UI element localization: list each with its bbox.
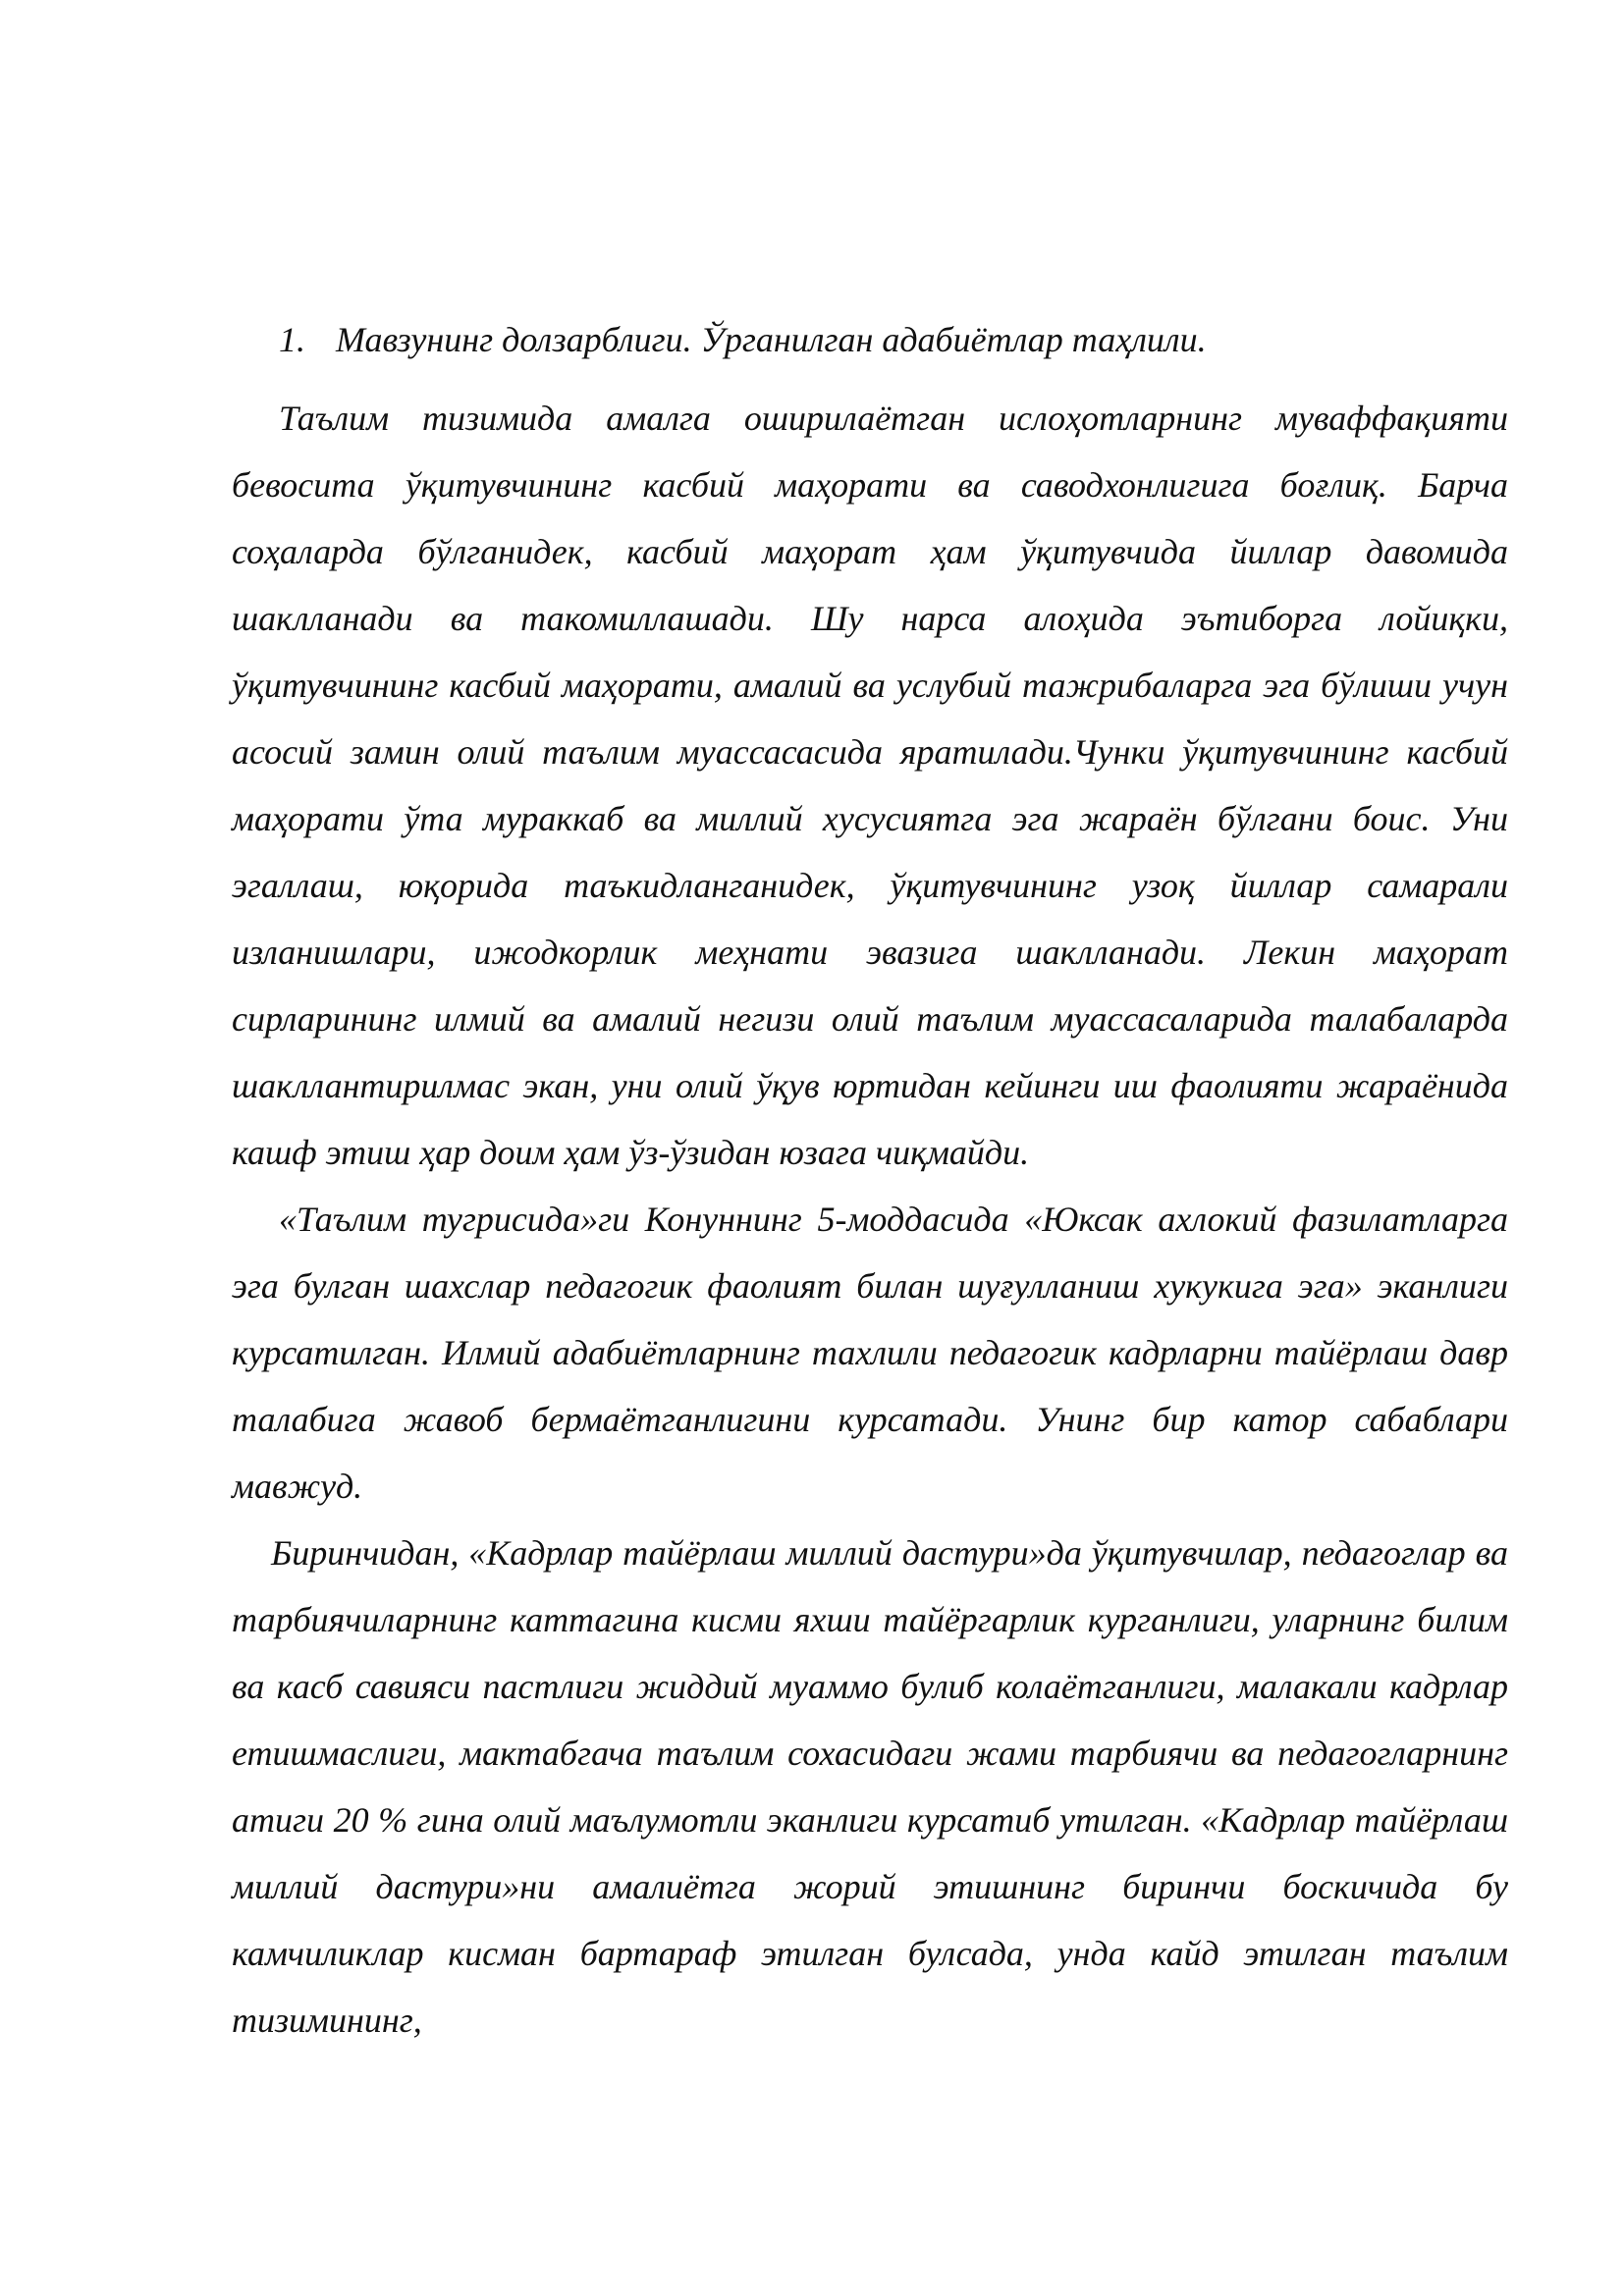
section-heading [232, 306, 1508, 373]
document-body [232, 306, 1508, 2054]
paragraph-1: Таълим тизимида амалга оширилаётган ислоҳотларнинг муваффақияти бевосита ўқитувчининг касбий маҳорати ва саводхонлигига боғлиқ. Барча соҳаларда бўлганидек, касбий маҳорат ҳам ўқитувчида йиллар давомида шаклланади ва такомиллашади. Шу нарса алоҳида эътиборга лойиқки, ўқитувчининг касбий маҳорати, амалий ва услубий тажрибаларга эга бўлиши учун асосий замин олий таълим муассасасида яратилади.Чунки ўқитувчининг касбий маҳорати ўта мураккаб ва миллий хусусиятга эга жараён бўлгани боис. Уни эгаллаш, юқорида таъкидланганидек, ўқитувчининг узоқ йиллар самарали изланишлари, ижодкорлик меҳнати эвазига шаклланади. Лекин маҳорат сирларининг илмий ва амалий негизи олий таълим муассасаларида талабаларда шакллантирилмас экан, уни олий ўқув юртидан кейинги иш фаолияти жараёнида кашф этиш ҳар доим ҳам ўз-ўзидан юзага чиқмайди. [232, 399, 1508, 1172]
section-title: Мавзунинг долзарблиги. Ўрганилган адабиётлар таҳлили. [336, 320, 1207, 359]
paragraph-2: «Таълим тугрисида»ги Конуннинг 5-моддасида «Юксак ахлокий фазилатларга эга булган шахслар педагогик фаолият билан шуғулланиш хукукига эга» эканлиги курсатилган. Илмий адабиётларнинг тахлили педагогик кадрларни тайёрлаш давр талабига жавоб бермаётганлигини курсатади. Унинг бир катор сабаблари мавжуд. [232, 1200, 1508, 1506]
paragraph-3: Биринчидан, «Кадрлар тайёрлаш миллий дастури»да ўқитувчилар, педагоглар ва тарбиячиларнинг каттагина кисми яхши тайёргарлик курганлиги, уларнинг билим ва касб савияси пастлиги жиддий муаммо булиб колаётганлиги, малакали кадрлар етишмаслиги, мактабгача таълим сохасидаги жами тарбиячи ва педагогларнинг атиги 20 % гина олий маълумотли эканлиги курсатиб утилган. «Кадрлар тайёрлаш миллий дастури»ни амалиётга жорий этишнинг биринчи боскичида бу камчиликлар кисман бартараф этилган булсада, унда кайд этилган таълим тизимининг, [232, 1533, 1508, 2040]
section-number: 1. [279, 320, 305, 359]
